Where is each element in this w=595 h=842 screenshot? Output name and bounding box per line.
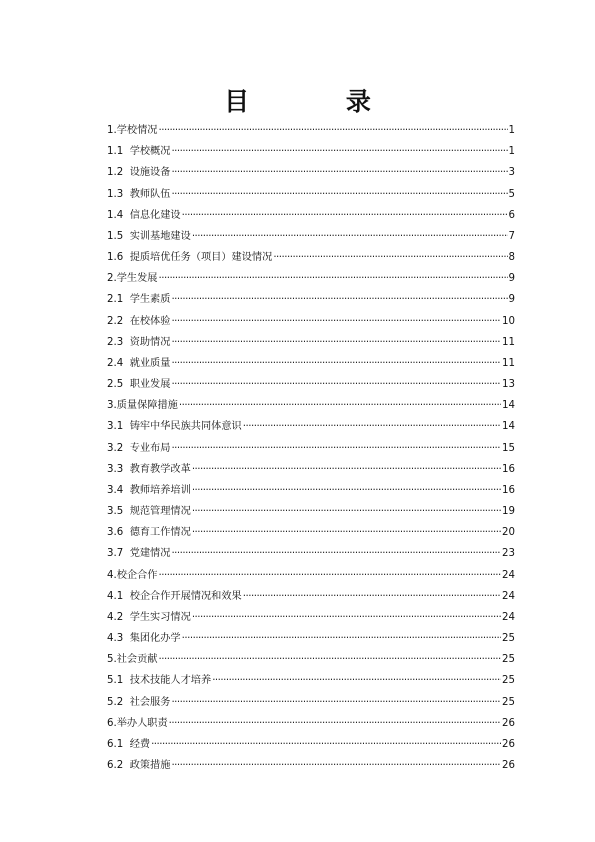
toc-entry-page-number: 19 (502, 506, 515, 518)
toc-dot-leader (192, 480, 501, 501)
toc-entry-title: 设施设备 (129, 167, 171, 179)
toc-dot-leader (212, 670, 501, 691)
toc-entry-page-number: 6 (508, 209, 515, 221)
toc-entry[interactable] (107, 395, 515, 416)
toc-entry-page-number: 16 (502, 484, 515, 496)
toc-entry[interactable] (107, 649, 515, 670)
toc-entry-page-number: 25 (502, 654, 515, 666)
toc-entry[interactable] (107, 289, 515, 310)
toc-entry-page-number: 1 (508, 125, 515, 136)
toc-entry[interactable] (107, 162, 515, 183)
toc-entry-number: 4. (107, 569, 117, 581)
toc-entry-page-number: 14 (502, 421, 515, 433)
toc-dot-leader (169, 713, 501, 734)
toc-entry[interactable] (107, 692, 515, 713)
toc-dot-leader (192, 459, 501, 480)
toc-entry-title: 资助情况 (129, 336, 171, 348)
toc-entry-title: 教育教学改革 (129, 463, 191, 475)
table-of-contents (107, 120, 515, 776)
toc-entry-title: 教师队伍 (129, 188, 171, 200)
toc-entry-page-number: 10 (502, 315, 515, 327)
toc-dot-leader (171, 438, 501, 459)
toc-entry-number: 4.2 (107, 611, 130, 623)
toc-entry-title: 德育工作情况 (129, 527, 191, 539)
toc-entry-page-number: 5 (508, 188, 515, 200)
toc-entry-page-number: 7 (508, 230, 515, 242)
toc-dot-leader (158, 120, 507, 141)
toc-entry-number: 2.4 (107, 357, 130, 369)
toc-entry-title: 校企合作 (116, 569, 158, 581)
toc-dot-leader (171, 184, 507, 205)
toc-entry-number: 1. (107, 125, 117, 136)
toc-dot-leader (158, 268, 507, 289)
toc-entry-title: 技术技能人才培养 (129, 675, 212, 687)
toc-dot-leader (171, 289, 507, 310)
toc-entry-page-number: 1 (508, 146, 515, 158)
toc-dot-leader (171, 374, 501, 395)
toc-entry[interactable] (107, 543, 515, 564)
toc-dot-leader (171, 692, 501, 713)
toc-entry-title: 教师培养培训 (129, 484, 191, 496)
toc-entry[interactable] (107, 586, 515, 607)
toc-dot-leader (192, 226, 508, 247)
toc-entry-title: 学生素质 (129, 294, 171, 306)
toc-entry-number: 2.1 (107, 294, 130, 306)
toc-entry-title: 政策措施 (129, 760, 171, 772)
toc-entry-page-number: 26 (502, 738, 515, 750)
toc-dot-leader (171, 311, 501, 332)
toc-entry-number: 3.2 (107, 442, 130, 454)
toc-entry-title: 铸牢中华民族共同体意识 (129, 421, 242, 433)
toc-entry-number: 5.2 (107, 696, 130, 708)
toc-entry[interactable] (107, 353, 515, 374)
toc-entry-number: 4.3 (107, 633, 130, 645)
toc-entry-title: 社会贡献 (116, 654, 158, 666)
toc-dot-leader (151, 734, 501, 755)
toc-entry-page-number: 13 (502, 379, 515, 391)
toc-entry-title: 党建情况 (129, 548, 171, 560)
toc-entry-page-number: 8 (508, 252, 515, 264)
toc-dot-leader (243, 586, 501, 607)
toc-entry[interactable] (107, 332, 515, 353)
toc-entry-title: 社会服务 (129, 696, 171, 708)
toc-entry[interactable] (107, 374, 515, 395)
toc-entry-page-number: 26 (502, 717, 515, 729)
toc-entry[interactable] (107, 501, 515, 522)
toc-dot-leader (158, 649, 501, 670)
toc-entry-number: 5. (107, 654, 117, 666)
toc-dot-leader (192, 522, 501, 543)
toc-dot-leader (158, 565, 501, 586)
toc-entry[interactable] (107, 713, 515, 734)
toc-entry[interactable] (107, 670, 515, 691)
toc-entry-page-number: 23 (502, 548, 515, 560)
toc-entry-page-number: 25 (502, 696, 515, 708)
toc-entry-title: 学校情况 (116, 125, 158, 136)
toc-entry-title: 规范管理情况 (129, 506, 191, 518)
toc-entry-title: 经费 (129, 738, 151, 750)
toc-entry-page-number: 24 (502, 611, 515, 623)
toc-entry[interactable] (107, 565, 515, 586)
toc-entry-title: 学生实习情况 (129, 611, 191, 623)
toc-entry-number: 1.3 (107, 188, 130, 200)
toc-entry[interactable] (107, 755, 515, 776)
toc-dot-leader (192, 501, 501, 522)
toc-entry-title: 信息化建设 (129, 209, 181, 221)
toc-entry[interactable] (107, 268, 515, 289)
toc-dot-leader (243, 416, 501, 437)
toc-entry[interactable] (107, 205, 515, 226)
toc-entry[interactable] (107, 628, 515, 649)
toc-entry-number: 1.6 (107, 252, 130, 264)
toc-entry[interactable] (107, 607, 515, 628)
toc-entry[interactable] (107, 141, 515, 162)
toc-entry[interactable] (107, 311, 515, 332)
toc-entry[interactable] (107, 459, 515, 480)
toc-dot-leader (273, 247, 507, 268)
toc-dot-leader (171, 162, 507, 183)
toc-entry-number: 6.2 (107, 760, 130, 772)
toc-entry-page-number: 26 (502, 760, 515, 772)
toc-entry-number: 2. (107, 273, 117, 285)
toc-entry-page-number: 25 (502, 675, 515, 687)
toc-entry-number: 3.3 (107, 463, 130, 475)
toc-entry-number: 1.4 (107, 209, 130, 221)
toc-entry-page-number: 3 (508, 167, 515, 179)
toc-entry-title: 学校概况 (129, 146, 171, 158)
toc-entry[interactable] (107, 734, 515, 755)
toc-entry-number: 2.2 (107, 315, 130, 327)
toc-entry-page-number: 11 (502, 336, 515, 348)
toc-entry-title: 实训基地建设 (129, 230, 191, 242)
toc-entry-number: 2.5 (107, 379, 130, 391)
toc-entry-page-number: 24 (502, 590, 515, 602)
toc-entry-page-number: 20 (502, 527, 515, 539)
toc-entry-number: 2.3 (107, 336, 130, 348)
toc-entry[interactable] (107, 480, 515, 501)
toc-entry-number: 3. (107, 400, 117, 412)
toc-entry-page-number: 9 (508, 273, 515, 285)
page-title: 目 录 (224, 87, 415, 116)
toc-entry-title: 职业发展 (129, 379, 171, 391)
toc-entry-number: 3.5 (107, 506, 130, 518)
toc-entry-title: 专业布局 (129, 442, 171, 454)
toc-entry[interactable] (107, 120, 515, 141)
toc-entry-number: 1.2 (107, 167, 130, 179)
toc-entry-page-number: 14 (502, 400, 515, 412)
toc-entry[interactable] (107, 416, 515, 437)
toc-entry-number: 3.4 (107, 484, 130, 496)
toc-entry[interactable] (107, 184, 515, 205)
toc-entry[interactable] (107, 438, 515, 459)
toc-entry-page-number: 16 (502, 463, 515, 475)
toc-entry-number: 1.1 (107, 146, 130, 158)
toc-entry-title: 学生发展 (116, 273, 158, 285)
toc-entry-number: 3.1 (107, 421, 130, 433)
toc-entry-number: 5.1 (107, 675, 130, 687)
toc-entry-title: 提质培优任务（项目）建设情况 (129, 252, 273, 264)
toc-entry-number: 3.6 (107, 527, 130, 539)
toc-entry-page-number: 24 (502, 569, 515, 581)
toc-dot-leader (171, 755, 501, 776)
toc-entry-number: 1.5 (107, 230, 130, 242)
toc-entry-page-number: 25 (502, 633, 515, 645)
toc-dot-leader (171, 332, 501, 353)
toc-entry-title: 举办人职责 (116, 717, 168, 729)
toc-dot-leader (179, 395, 501, 416)
toc-entry-number: 6.1 (107, 738, 130, 750)
toc-entry-title: 集团化办学 (129, 633, 181, 645)
toc-entry[interactable] (107, 226, 515, 247)
toc-entry-number: 3.7 (107, 548, 130, 560)
toc-entry-title: 质量保障措施 (116, 400, 178, 412)
toc-dot-leader (192, 607, 501, 628)
toc-dot-leader (182, 628, 501, 649)
toc-dot-leader (171, 141, 507, 162)
toc-entry-title: 在校体验 (129, 315, 171, 327)
toc-dot-leader (171, 353, 501, 374)
toc-entry[interactable] (107, 247, 515, 268)
toc-entry-page-number: 15 (502, 442, 515, 454)
toc-dot-leader (171, 543, 501, 564)
toc-entry-title: 就业质量 (129, 357, 171, 369)
toc-entry-number: 4.1 (107, 590, 130, 602)
toc-entry-number: 6. (107, 717, 117, 729)
toc-entry-page-number: 11 (502, 357, 515, 369)
toc-entry-page-number: 9 (508, 294, 515, 306)
toc-entry[interactable] (107, 522, 515, 543)
toc-dot-leader (182, 205, 508, 226)
toc-entry-title: 校企合作开展情况和效果 (129, 590, 242, 602)
